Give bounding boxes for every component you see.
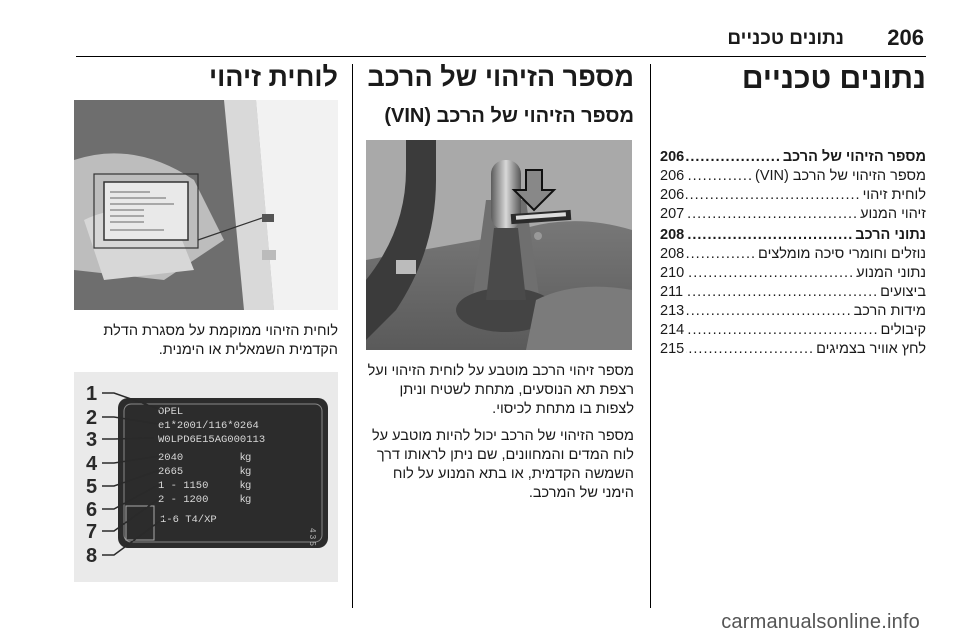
- car-floor-photo: [366, 140, 632, 350]
- vin-column: [366, 62, 634, 140]
- toc-list: [660, 148, 926, 359]
- plate-text-line: e1*2001/116*0264: [158, 420, 259, 432]
- toc-entry: [660, 148, 926, 167]
- toc-entry-label: לחץ אוויר בצמיגים: [816, 341, 926, 357]
- plate-unit-label: kg: [240, 451, 252, 463]
- plate-unit-label: kg: [240, 493, 252, 505]
- toc-entry-page: 211: [660, 284, 684, 300]
- plate-caption: לוחית הזיהוי ממוקמת על מסגרת הדלת הקדמית השמאלית או הימנית.: [103, 323, 338, 358]
- toc-leader-dots: [685, 283, 878, 302]
- toc-entry: [660, 264, 926, 283]
- plate-text-line: OPEL: [158, 406, 184, 418]
- vin-paragraph: מספר זיהוי הרכב מוטבע על לוחית הזיהוי ועל רצפת תא הנוסעים, מתחת לשטיח וניתן לצפות בו מתחת לכיסוי.: [367, 363, 634, 417]
- callout-number: 2: [86, 407, 98, 429]
- toc-entry-label: נתוני הרכב: [855, 227, 926, 243]
- plate-location-photo: [74, 100, 338, 310]
- toc-entry: [660, 302, 926, 321]
- plate-text-line: 2040: [158, 452, 184, 464]
- toc-entry: [660, 283, 926, 302]
- plate-text-line: 2 - 1200: [158, 494, 209, 506]
- callout-leader: [102, 438, 154, 439]
- door-frame-photo: [74, 100, 338, 310]
- toc-entry-label: מספר הזיהוי של הרכב (VIN): [754, 168, 926, 184]
- plate-text-line: 2665: [158, 466, 184, 478]
- toc-entry-label: קיבולים: [880, 322, 926, 338]
- header-rule: [76, 56, 926, 57]
- plate-text-line: 1 - 1150: [158, 480, 209, 492]
- callout-number: 8: [86, 545, 98, 567]
- toc-entry-page: 206: [660, 149, 685, 165]
- toc-entry: [660, 205, 926, 224]
- section-heading: לוחית זיהוי: [209, 62, 338, 92]
- callout-number: 4: [86, 453, 98, 475]
- section-heading: מספר הזיהוי של הרכב: [367, 62, 634, 92]
- toc-leader-dots: [686, 186, 860, 205]
- page-number: 206: [887, 25, 924, 50]
- toc-entry: [660, 186, 926, 205]
- toc-leader-dots: [686, 148, 781, 167]
- watermark: carmanualsonline.info: [721, 611, 920, 633]
- toc-heading: נתונים טכניים: [741, 62, 926, 95]
- callout-number: 3: [86, 429, 98, 451]
- toc-entry-label: זיהוי המנוע: [860, 206, 926, 222]
- toc-entry-page: 206: [660, 168, 685, 184]
- vin-paragraph: מספר הזיהוי של הרכב יכול להיות מוטבע על לוח המדים והמחוונים, שם ניתן לראותו דרך השמשה הקדמית, או בתא המנוע על לוח הימני של המרכב.: [371, 428, 634, 501]
- toc-leader-dots: [686, 264, 854, 283]
- toc-entry-label: מספר הזיהוי של הרכב: [782, 149, 926, 165]
- toc-entry: [660, 245, 926, 264]
- subsection-heading: מספר הזיהוי של הרכב (VIN): [384, 105, 634, 127]
- toc-entry-label: נוזלים וחומרי סיכה מומלצים: [758, 246, 926, 262]
- vin-location-photo: [366, 140, 632, 350]
- toc-leader-dots: [686, 167, 753, 186]
- callout-number: 5: [86, 476, 98, 498]
- callout-number: 6: [86, 499, 98, 521]
- toc-entry-page: 208: [660, 246, 685, 262]
- toc-entry-label: לוחית זיהוי: [862, 187, 926, 203]
- toc-entry-page: 207: [660, 206, 685, 222]
- toc-entry-page: 208: [660, 227, 685, 243]
- svg-text:4 3 5: 4 3 5: [308, 528, 317, 546]
- toc-entry-page: 206: [660, 187, 685, 203]
- toc-column: [660, 62, 926, 359]
- column-divider: [650, 64, 651, 608]
- plate-text-line: W0LPD6E15AG000113: [158, 434, 266, 446]
- toc-entry-page: 213: [660, 303, 685, 319]
- plate-column: [74, 62, 338, 93]
- toc-leader-dots: [686, 340, 814, 359]
- toc-entry-label: נתוני המנוע: [856, 265, 926, 281]
- plate-diagram: [74, 372, 338, 582]
- toc-leader-dots: [686, 245, 756, 264]
- toc-leader-dots: [686, 321, 878, 340]
- toc-entry-label: ביצועים: [880, 284, 926, 300]
- toc-entry-page: 215: [660, 341, 685, 357]
- column-divider: [352, 64, 353, 608]
- toc-entry: [660, 321, 926, 340]
- toc-entry-label: מידות הרכב: [853, 303, 926, 319]
- toc-leader-dots: [686, 302, 851, 321]
- toc-entry: [660, 167, 926, 186]
- toc-entry: [660, 340, 926, 359]
- plate-unit-label: kg: [240, 479, 252, 491]
- toc-leader-dots: [686, 226, 853, 245]
- toc-entry-page: 214: [660, 322, 685, 338]
- plate-unit-label: kg: [240, 465, 252, 477]
- running-header: נתונים טכניים: [727, 28, 844, 49]
- callout-number: 1: [86, 383, 98, 405]
- toc-entry-page: 210: [660, 265, 685, 281]
- callout-number: 7: [86, 521, 98, 543]
- plate-text-line: 1-6 T4/XP: [160, 514, 217, 526]
- toc-leader-dots: [686, 205, 858, 224]
- toc-entry: [660, 226, 926, 245]
